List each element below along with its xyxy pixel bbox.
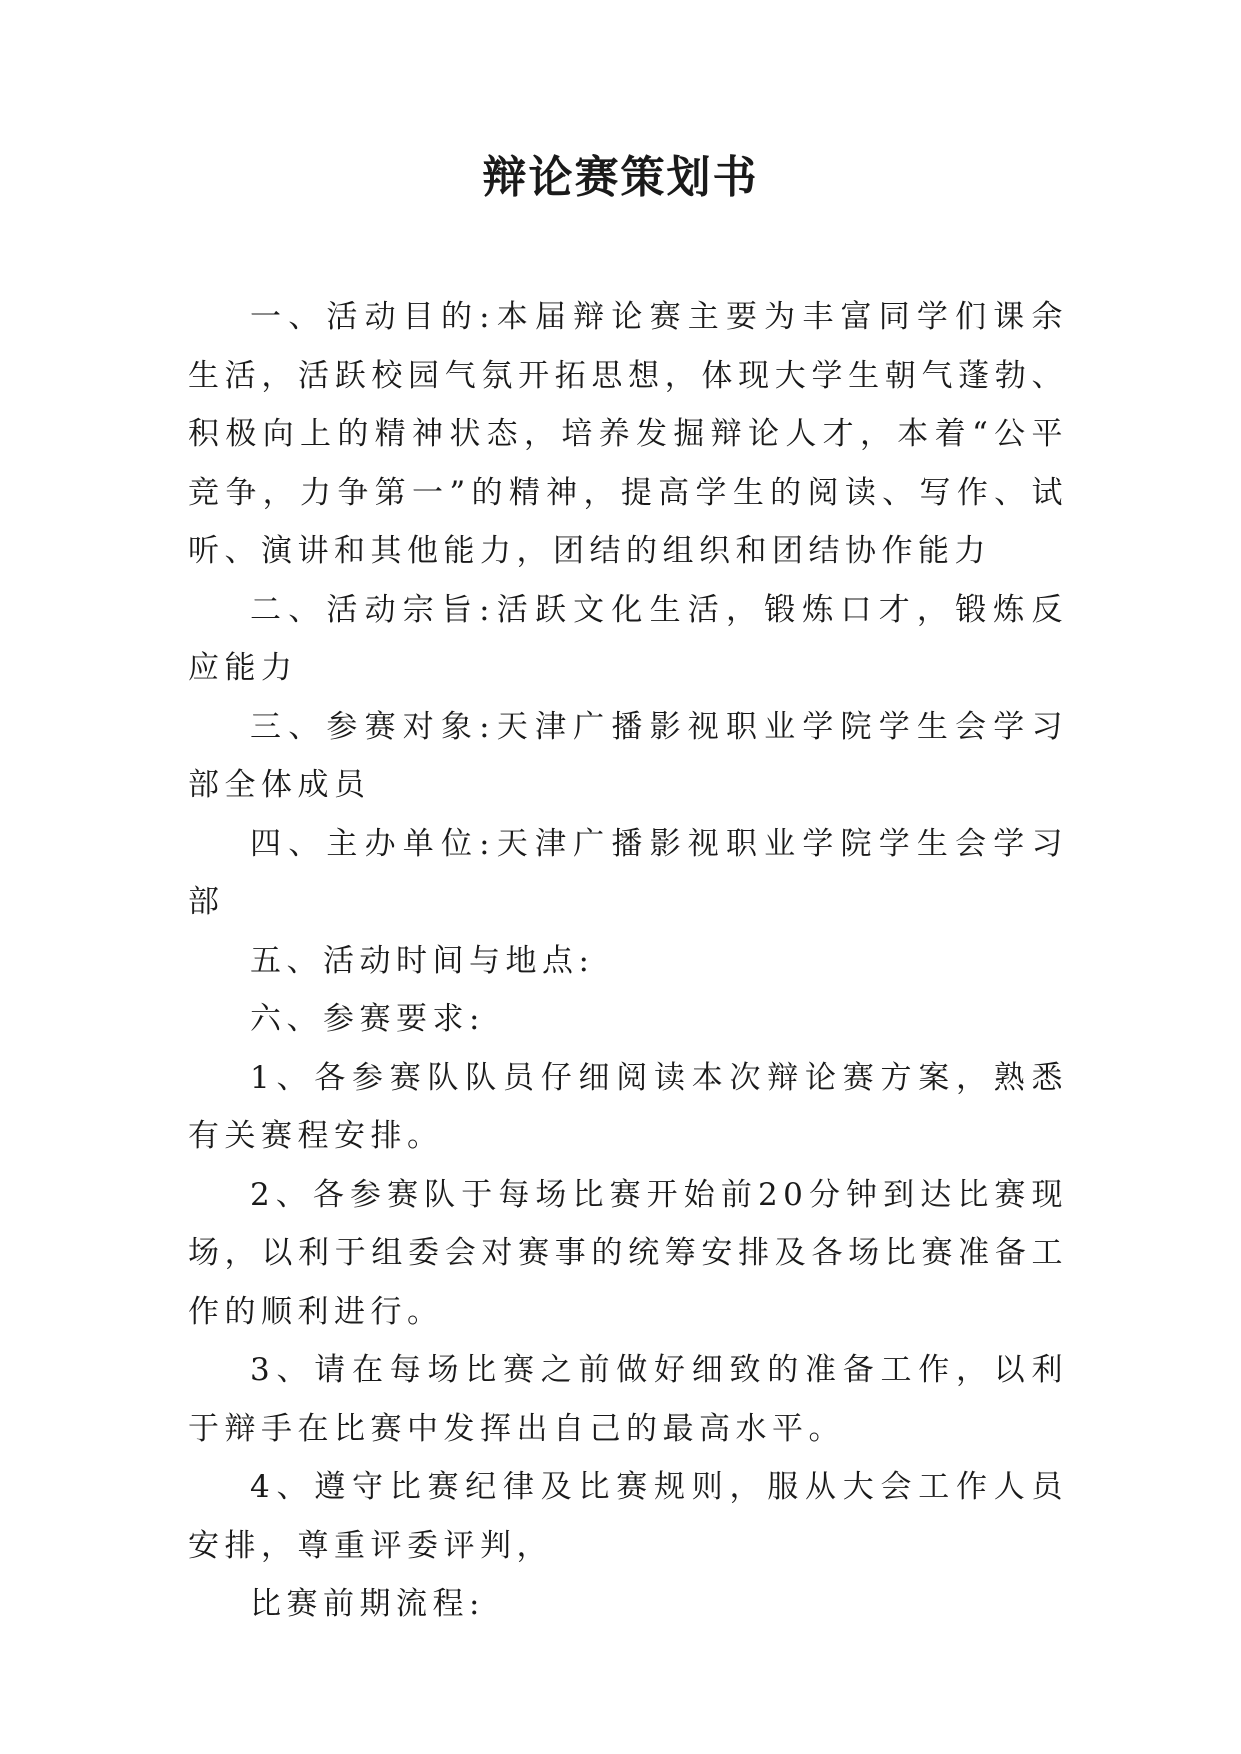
paragraph-aim: 二、活动宗旨:活跃文化生活，锻炼口才，锻炼反应能力 [188,591,1068,686]
paragraph-requirement-4: 4、遵守比赛纪律及比赛规则，服从大会工作人员安排，尊重评委评判， [188,1469,1068,1564]
paragraph-requirement-3: 3、请在每场比赛之前做好细致的准备工作，以利于辩手在比赛中发挥出自己的最高水平。 [188,1352,1068,1447]
paragraph-requirement-1: 1、各参赛队队员仔细阅读本次辩论赛方案，熟悉有关赛程安排。 [188,1059,1068,1154]
document-title: 辩论赛策划书 [482,152,759,203]
paragraph-pre-match-process: 比赛前期流程: [250,1586,485,1622]
paragraph-requirement-2: 2、各参赛队于每场比赛开始前20分钟到达比赛现场，以利于组委会对赛事的统筹安排及各场比赛准备工作的顺利进行。 [188,1176,1068,1330]
paragraph-organizer: 四、主办单位:天津广播影视职业学院学生会学习部 [188,825,1068,920]
document-body [188,288,1068,1634]
paragraph-purpose: 一、活动目的:本届辩论赛主要为丰富同学们课余生活，活跃校园气氛开拓思想，体现大学生朝气蓬勃、积极向上的精神状态，培养发掘辩论人才，本着“公平竞争，力争第一”的精神，提高学生的阅读、写作、试听、演讲和其他能力，团结的组织和团结协作能力 [188,299,1068,569]
paragraph-requirements: 六、参赛要求: [250,1001,485,1037]
paragraph-participants: 三、参赛对象:天津广播影视职业学院学生会学习部全体成员 [188,708,1068,803]
paragraph-time-place: 五、活动时间与地点: [250,942,595,979]
